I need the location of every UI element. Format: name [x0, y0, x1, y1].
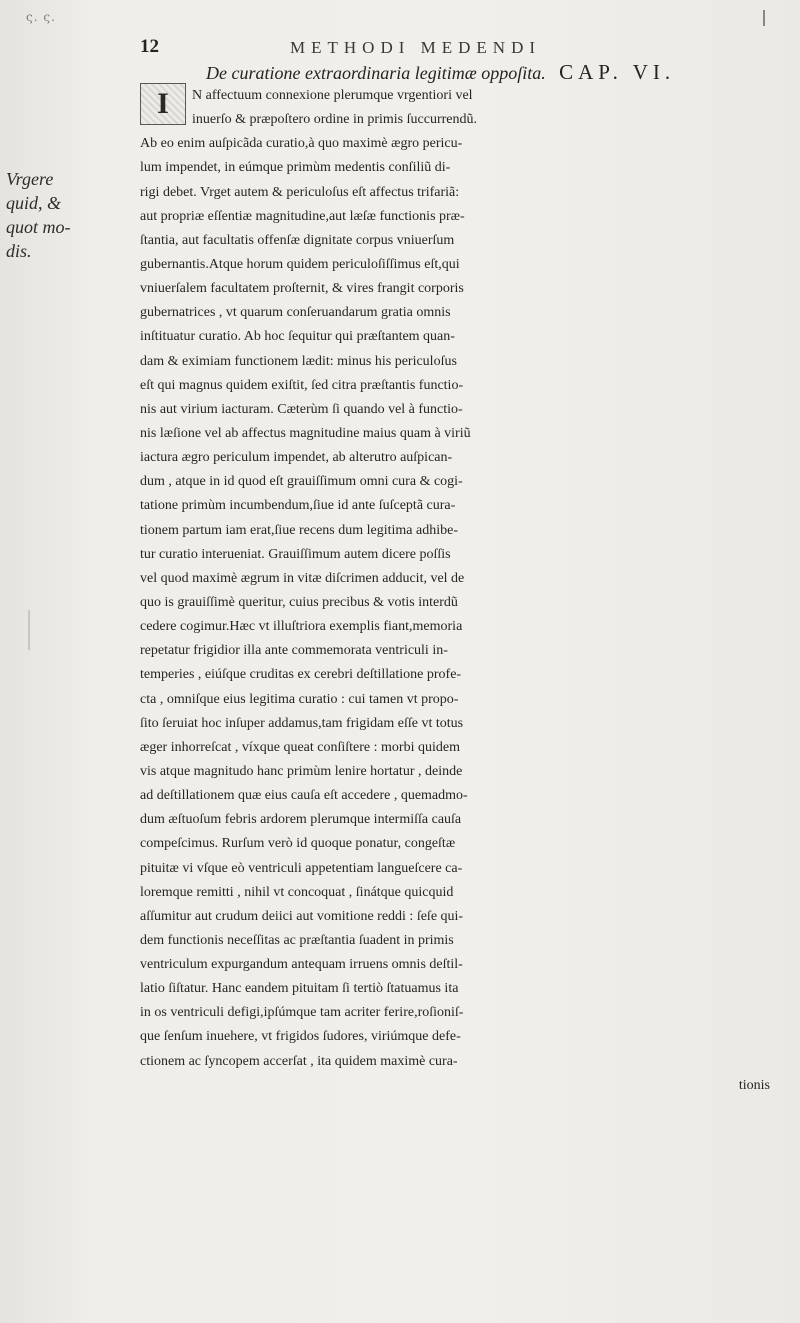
text-line: N affectuum connexione plerumque vrgentiori vel — [192, 88, 473, 103]
text-line: que ſenſum inuehere, vt frigidos ſudores, viriúmque defe- — [140, 1029, 461, 1045]
text-line: in os ventriculi defigi,ipſúmque tam acriter ferire,roſioniſ- — [140, 1005, 464, 1021]
text-line: tionis — [738, 1077, 770, 1093]
text-line: inuerſo & præpoſtero ordine in primis ſuccurrendũ. — [192, 112, 477, 128]
text-line: vel quod maximè ægrum in vitæ diſcrimen adducit, vel de — [140, 570, 465, 586]
text-line: temperies , eiúſque cruditas ex cerebri deſtillatione profe- — [140, 667, 462, 683]
marginal-note-line: quid, & — [6, 193, 62, 214]
body-text — [140, 84, 780, 1098]
text-line: gubernatrices , vt quarum conſeruandarum gratia omnis — [140, 305, 451, 321]
text-line: loremque remitti , nihil vt concoquat , ſinátque quicquid — [140, 884, 454, 900]
text-line: æger inhorreſcat , víxque queat conſiſtere : morbi quidem — [140, 739, 460, 755]
text-line: nis læſione vel ab affectus magnitudine maius quam à viriũ — [140, 425, 471, 441]
text-line: vis atque magnitudo hanc primùm lenire hortatur , deinde — [140, 763, 463, 779]
text-line: ſito ſeruiat hoc inſuper addamus,tam frigidam eſſe vt totus — [140, 715, 464, 731]
chapter-title: De curatione extraordinaria legitimæ oppoſita. — [206, 63, 546, 83]
running-head — [140, 36, 770, 60]
text-line: eſt qui magnus quidem exiſtit, ſed citra præſtantis functio- — [140, 377, 464, 393]
text-line: ventriculum expurgandum antequam irruens omnis deſtil- — [140, 957, 463, 973]
text-line: compeſcimus. Rurſum verò id quoque ponatur, congeſtæ — [140, 836, 456, 852]
text-line: inſtituatur curatio. Ab hoc ſequitur qui præſtantem quan- — [140, 329, 455, 345]
text-line: vniuerſalem facultatem proſternit, & vires frangit corporis — [140, 281, 464, 297]
text-line: iactura ægro periculum impendet, ab alterutro auſpican- — [140, 450, 453, 466]
text-line: dum æſtuoſum febris ardorem plerumque intermiſſa cauſa — [140, 812, 462, 828]
text-line: tur curatio interueniat. Grauiſſimum autem dicere poſſis — [140, 546, 451, 562]
chapter-number: CAP. VI. — [559, 60, 676, 84]
chapter-heading — [206, 60, 776, 85]
marginal-note-line: quot mo- — [6, 217, 71, 238]
text-line: aſſumitur aut crudum deiici aut vomitione reddi : ſeſe qui- — [140, 908, 464, 924]
text-line: aut propriæ eſſentiæ magnitudine,aut læſæ functionis præ- — [140, 208, 465, 224]
text-line: pituitæ vi vſque eò ventriculi appetentiam langueſcere ca- — [140, 860, 463, 876]
text-line: lum impendet, in eúmque primùm medentis conſiliũ di- — [140, 160, 451, 176]
text-line: dam & eximiam functionem lædit: minus his periculoſus — [140, 353, 457, 369]
text-line: cedere cogimur.Hæc vt illuſtriora exemplis fiant,memoria — [140, 619, 463, 635]
text-line: ad deſtillationem quæ eius cauſa eſt accedere , quemadmo- — [140, 788, 468, 804]
decorated-initial-letter: I — [157, 87, 169, 120]
text-line: latio ſiſtatur. Hanc eandem pituitam ſi tertiò ſtatuamus ita — [140, 981, 459, 997]
page-edge-mark — [763, 10, 765, 26]
text-line: dem functionis neceſſitas ac præſtantia ſuadent in primis — [140, 932, 454, 948]
marginal-note — [6, 167, 134, 264]
text-line: tionem partum iam erat,ſiue recens dum legitima adhibe- — [140, 522, 459, 538]
text-line: quo is grauiſſimè queritur, cuius precibus & votis interdũ — [140, 594, 458, 610]
text-line: gubernantis.Atque horum quidem periculoſiſſimus eſt,qui — [140, 256, 460, 272]
text-line: nis aut virium iacturam. Cæterùm ſi quando vel à functio- — [140, 401, 463, 417]
marginal-note-line: Vrgere — [6, 169, 54, 189]
ink-bleed-mark — [28, 610, 30, 650]
text-line: dum , atque in id quod eſt grauiſſimum omni cura & cogi- — [140, 474, 463, 490]
text-line: ſtantia, aut facultatis offenſæ dignitate corpus vniuerſum — [140, 232, 455, 248]
text-line: repetatur frigidior illa ante commemorata ventriculi in- — [140, 643, 448, 659]
text-line: ctionem ac ſyncopem accerſat , ita quidem maximè cura- — [140, 1053, 458, 1069]
text-line: tatione primùm incumbendum,ſiue id ante ſuſceptã cura- — [140, 498, 456, 514]
running-title: METHODI MEDENDI — [290, 38, 542, 57]
marginal-note-line: dis. — [6, 241, 32, 262]
text-line: rigi debet. Vrget autem & periculoſus eſt affectus trifariã: — [140, 184, 460, 200]
corner-mark: ς. ς. — [26, 10, 56, 24]
text-line: Ab eo enim auſpicãda curatio,à quo maximè ægro pericu- — [140, 136, 463, 152]
text-line: cta , omniſque eius legitima curatio : cui tamen vt propo- — [140, 691, 459, 707]
page-number: 12 — [140, 36, 159, 57]
